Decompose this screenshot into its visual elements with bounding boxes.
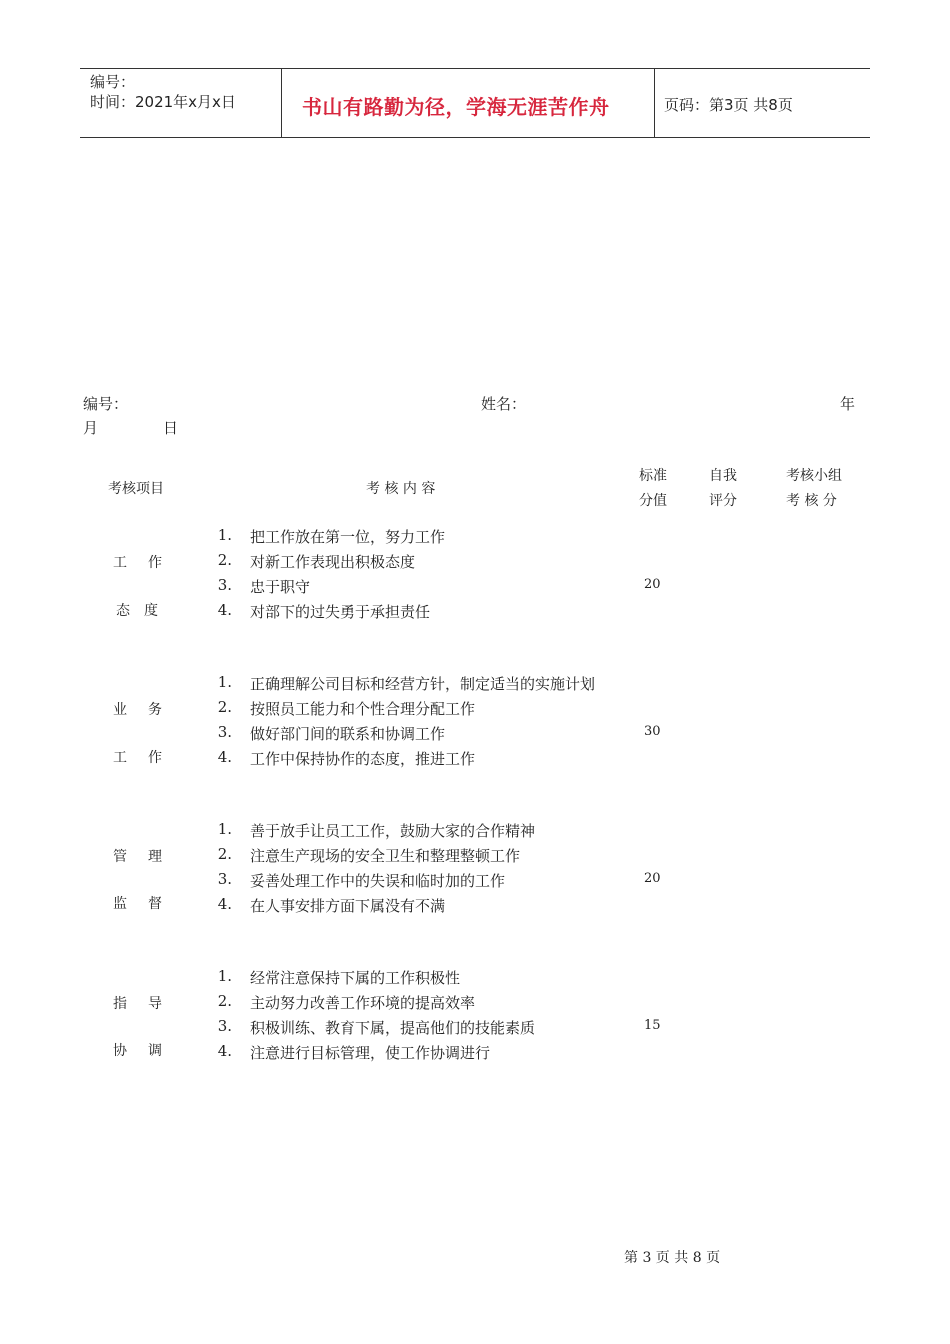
- form-name-label: 姓名：: [481, 395, 527, 413]
- section-name-char: 理: [148, 849, 162, 865]
- section-name-char: 作: [148, 555, 162, 571]
- item-number: 2.: [217, 551, 232, 569]
- item-text: 对部下的过失勇于承担责任: [250, 603, 431, 621]
- standard-score: 20: [644, 577, 661, 592]
- form-day-label: 日: [163, 419, 179, 437]
- section-name-char: 工: [113, 555, 127, 571]
- header-number-label: 编号：: [90, 73, 136, 91]
- section-name-char: 协: [113, 1043, 127, 1059]
- item-number: 4.: [217, 895, 232, 913]
- standard-score: 30: [644, 724, 661, 739]
- section-name-char: 务: [148, 702, 162, 718]
- section-name-char: 作: [148, 750, 162, 766]
- form-month-label: 月: [83, 419, 99, 437]
- item-number: 3.: [217, 1017, 232, 1035]
- col-header-group-2: 考 核 分: [786, 493, 837, 509]
- item-number: 1.: [217, 526, 232, 544]
- item-text: 经常注意保持下属的工作积极性: [250, 969, 461, 987]
- header-motto: 书山有路勤为径，学海无涯苦作舟: [302, 95, 610, 119]
- item-text: 妥善处理工作中的失误和临时加的工作: [250, 872, 506, 890]
- section-name-char: 度: [144, 603, 158, 619]
- header-time-label: 时间：2021年x月x日: [90, 93, 236, 111]
- item-text: 做好部门间的联系和协调工作: [250, 725, 446, 743]
- col-header-std-2: 分值: [639, 493, 667, 509]
- item-text: 忠于职守: [250, 578, 311, 596]
- footer-page-number: 第 3 页 共 8 页: [624, 1250, 721, 1266]
- item-number: 1.: [217, 967, 232, 985]
- item-number: 3.: [217, 870, 232, 888]
- item-number: 3.: [217, 723, 232, 741]
- item-number: 2.: [217, 992, 232, 1010]
- standard-score: 20: [644, 871, 661, 886]
- section-name-char: 管: [113, 849, 127, 865]
- item-number: 1.: [217, 673, 232, 691]
- section-name-char: 工: [113, 750, 127, 766]
- item-text: 注意进行目标管理，使工作协调进行: [250, 1044, 491, 1062]
- page-header: [80, 68, 870, 138]
- form-number-label: 编号：: [83, 395, 129, 413]
- section-name-char: 监: [113, 896, 127, 912]
- col-header-std-1: 标准: [639, 468, 667, 484]
- item-text: 在人事安排方面下属没有不满: [250, 897, 446, 915]
- item-text: 正确理解公司目标和经营方针，制定适当的实施计划: [250, 675, 596, 693]
- col-header-item: 考核项目: [108, 481, 164, 497]
- col-header-group-1: 考核小组: [786, 468, 842, 484]
- item-number: 2.: [217, 698, 232, 716]
- item-number: 1.: [217, 820, 232, 838]
- section-name-char: 业: [113, 702, 127, 718]
- item-text: 积极训练、教育下属，提高他们的技能素质: [250, 1019, 536, 1037]
- section-name-char: 导: [148, 996, 162, 1012]
- item-number: 3.: [217, 576, 232, 594]
- section-name-char: 督: [148, 896, 162, 912]
- item-number: 2.: [217, 845, 232, 863]
- col-header-content: 考 核 内 容: [366, 481, 436, 497]
- item-text: 主动努力改善工作环境的提高效率: [250, 994, 476, 1012]
- header-divider-right: [654, 69, 655, 137]
- item-text: 按照员工能力和个性合理分配工作: [250, 700, 476, 718]
- col-header-self-2: 评分: [709, 493, 737, 509]
- item-number: 4.: [217, 748, 232, 766]
- item-text: 注意生产现场的安全卫生和整理整顿工作: [250, 847, 521, 865]
- item-text: 把工作放在第一位，努力工作: [250, 528, 446, 546]
- item-number: 4.: [217, 601, 232, 619]
- header-page-info: 页码：第3页 共8页: [664, 96, 793, 114]
- section-name-char: 调: [148, 1043, 162, 1059]
- col-header-self-1: 自我: [709, 468, 737, 484]
- item-number: 4.: [217, 1042, 232, 1060]
- item-text: 善于放手让员工工作，鼓励大家的合作精神: [250, 822, 536, 840]
- standard-score: 15: [644, 1018, 661, 1033]
- header-divider-left: [281, 69, 282, 137]
- section-name-char: 态: [116, 603, 130, 619]
- item-text: 工作中保持协作的态度，推进工作: [250, 750, 476, 768]
- form-year-label: 年: [840, 395, 856, 413]
- item-text: 对新工作表现出积极态度: [250, 553, 416, 571]
- section-name-char: 指: [113, 996, 127, 1012]
